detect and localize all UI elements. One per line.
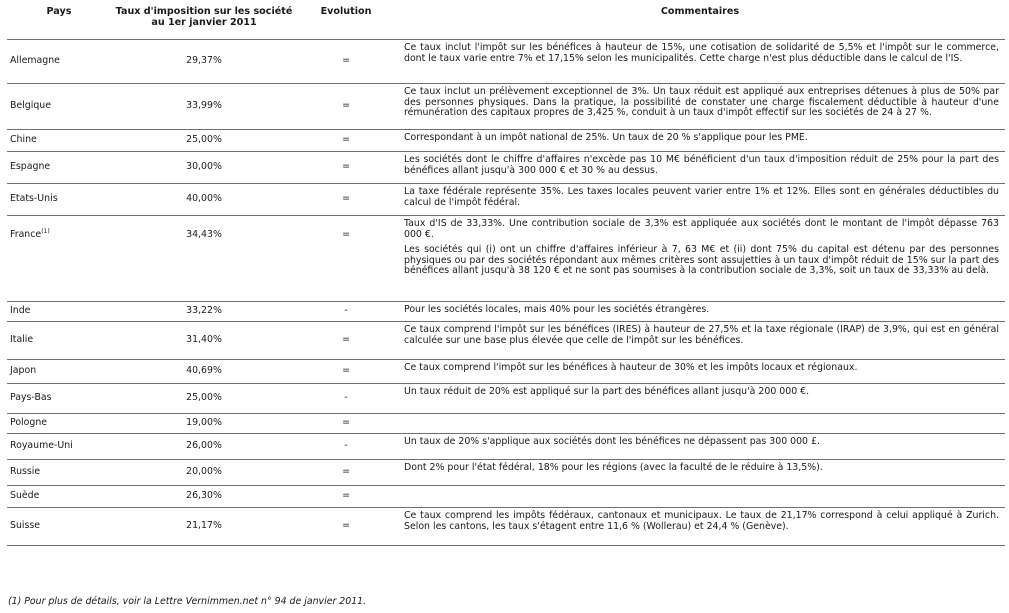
cell-pays: [7, 508, 111, 546]
cell-commentaires: [395, 460, 1005, 486]
table-row: [7, 508, 1005, 546]
country-name: Royaume-Uni: [10, 440, 73, 452]
table-header-row: [7, 4, 1005, 40]
country-name: Pologne: [10, 417, 48, 429]
country-name: Inde: [10, 305, 31, 317]
country-name: Russie: [10, 466, 41, 478]
cell-taux: 26,30%: [111, 486, 297, 508]
table-row: [7, 130, 1005, 152]
cell-evolution: =: [297, 414, 395, 434]
comment-paragraph: Ce taux comprend l'impôt sur les bénéfices (IRES) à hauteur de 27,5% et la taxe régionale (IRAP) de 3,9%, qui est en général calculée sur une base plus élevée que celle de l'impôt sur les bénéfices.: [404, 324, 999, 346]
table-row: [7, 360, 1005, 384]
cell-commentaires: [395, 384, 1005, 414]
comment-paragraph: Taux d'IS de 33,33%. Une contribution sociale de 3,3% est appliquée aux sociétés dont le montant de l'impôt dépasse 763 000 €.: [404, 218, 999, 240]
cell-pays: [7, 130, 111, 152]
table-body: [7, 40, 1005, 546]
comment-paragraph: Un taux de 20% s'applique aux sociétés dont les bénéfices ne dépassent pas 300 000 £.: [404, 436, 820, 447]
country-name: Pays-Bas: [10, 392, 52, 404]
table-row: [7, 414, 1005, 434]
comment-paragraph: Ce taux inclut un prélèvement exceptionnel de 3%. Un taux réduit est appliqué aux entreprises détenues à plus de 50% par des personnes physiques. Dans la pratique, la possibilité de constater une charge fiscalement déductible à hauteur d'une rémunération des capitaux propres de 3,425 %, conduit à un taux d'impôt effectif sur les sociétés de 24 à 27 %.: [404, 86, 999, 119]
cell-evolution: =: [297, 508, 395, 546]
country-name: Italie: [10, 334, 34, 346]
country-name: Chine: [10, 134, 37, 146]
country-name: Suisse: [10, 520, 41, 532]
comment-paragraph: Pour les sociétés locales, mais 40% pour les sociétés étrangères.: [404, 304, 710, 315]
cell-commentaires: [395, 414, 1005, 434]
cell-taux: 29,37%: [111, 40, 297, 84]
cell-evolution: =: [297, 130, 395, 152]
country-name: Etats-Unis: [10, 193, 58, 205]
cell-commentaires: [395, 184, 1005, 216]
country-name: Suède: [10, 490, 40, 502]
cell-taux: 40,69%: [111, 360, 297, 384]
cell-taux: 19,00%: [111, 414, 297, 434]
table-row: [7, 152, 1005, 184]
table-row: [7, 40, 1005, 84]
footnote-marker: (1): [41, 227, 50, 235]
header-evolution: Evolution: [297, 4, 395, 40]
table-row: [7, 460, 1005, 486]
cell-evolution: =: [297, 40, 395, 84]
table-row: [7, 302, 1005, 322]
cell-taux: 25,00%: [111, 384, 297, 414]
footnote: (1) Pour plus de détails, voir la Lettre Vernimmen.net n° 94 de janvier 2011.: [8, 596, 367, 607]
table-row: [7, 84, 1005, 130]
cell-taux: 30,00%: [111, 152, 297, 184]
cell-commentaires: [395, 508, 1005, 546]
cell-taux: 26,00%: [111, 434, 297, 460]
comment-paragraph: Un taux réduit de 20% est appliqué sur la part des bénéfices allant jusqu'à 200 000 €.: [404, 386, 810, 397]
comment-paragraph: Dont 2% pour l'état fédéral, 18% pour les régions (avec la faculté de le réduire à 13,5%).: [404, 462, 823, 473]
cell-pays: [7, 414, 111, 434]
cell-taux: 40,00%: [111, 184, 297, 216]
cell-commentaires: [395, 84, 1005, 130]
cell-taux: 34,43%: [111, 216, 297, 302]
table-row: [7, 434, 1005, 460]
cell-pays: [7, 40, 111, 84]
cell-evolution: -: [297, 434, 395, 460]
header-commentaires: Commentaires: [395, 4, 1005, 40]
cell-evolution: -: [297, 384, 395, 414]
cell-taux: 25,00%: [111, 130, 297, 152]
cell-pays: [7, 322, 111, 360]
table-row: [7, 216, 1005, 302]
cell-pays: [7, 384, 111, 414]
cell-pays: [7, 84, 111, 130]
comment-paragraph: Les sociétés qui (i) ont un chiffre d'affaires inférieur à 7, 63 M€ et (ii) dont 75% du capital est détenu par des personnes physiques ou par des sociétés répondant aux mêmes critères sont assujetties à un taux d'impôt réduit de 15% sur la part des bénéfices allant jusqu'à 38 120 € et ne sont pas soumises à la contribution sociale de 3,3%, soit un taux de 33,33% au delà.: [404, 244, 999, 277]
table-row: [7, 384, 1005, 414]
cell-taux: 33,99%: [111, 84, 297, 130]
cell-evolution: =: [297, 184, 395, 216]
table-row: [7, 486, 1005, 508]
comment-paragraph: La taxe fédérale représente 35%. Les taxes locales peuvent varier entre 1% et 12%. Elles sont en générales déductibles du calcul de l'impôt fédéral.: [404, 186, 999, 208]
comment-paragraph: Correspondant à un impôt national de 25%. Un taux de 20 % s'applique pour les PME.: [404, 132, 808, 143]
cell-commentaires: [395, 302, 1005, 322]
cell-evolution: -: [297, 302, 395, 322]
comment-paragraph: Ce taux comprend les impôts fédéraux, cantonaux et municipaux. Le taux de 21,17% correspond à celui appliqué à Zurich. Selon les cantons, les taux s'étagent entre 11,6 % (Wollerau) et 24,4 % (Genève).: [404, 510, 999, 532]
cell-taux: 31,40%: [111, 322, 297, 360]
cell-pays: [7, 434, 111, 460]
cell-pays: [7, 460, 111, 486]
cell-commentaires: [395, 434, 1005, 460]
table-row: [7, 184, 1005, 216]
cell-commentaires: [395, 130, 1005, 152]
country-name: Espagne: [10, 161, 51, 173]
tax-rates-table: [7, 4, 1005, 546]
cell-pays: [7, 184, 111, 216]
comment-paragraph: Ce taux inclut l'impôt sur les bénéfices à hauteur de 15%, une cotisation de solidarité de 5,5% et l'impôt sur le commerce, dont le taux varie entre 7% et 17,15% selon les municipalités. Cette charge n'est plus déductible dans le calcul de l'IS.: [404, 42, 999, 64]
cell-pays: [7, 302, 111, 322]
header-pays: Pays: [7, 4, 111, 40]
cell-pays: [7, 152, 111, 184]
cell-commentaires: [395, 152, 1005, 184]
header-taux: Taux d'imposition sur les société au 1er janvier 2011: [111, 4, 297, 40]
cell-pays: [7, 216, 111, 302]
table-row: [7, 322, 1005, 360]
comment-paragraph: Les sociétés dont le chiffre d'affaires n'excède pas 10 M€ bénéficient d'un taux d'imposition réduit de 25% pour la part des bénéfices allant jusqu'à 300 000 € et 30 % au dessus.: [404, 154, 999, 176]
cell-evolution: =: [297, 460, 395, 486]
cell-pays: [7, 360, 111, 384]
cell-taux: 20,00%: [111, 460, 297, 486]
cell-commentaires: [395, 360, 1005, 384]
cell-taux: 33,22%: [111, 302, 297, 322]
cell-evolution: =: [297, 84, 395, 130]
cell-evolution: =: [297, 216, 395, 302]
comment-paragraph: Ce taux comprend l'impôt sur les bénéfices à hauteur de 30% et les impôts locaux et régionaux.: [404, 362, 858, 373]
cell-commentaires: [395, 216, 1005, 302]
country-name: Belgique: [10, 100, 52, 112]
cell-taux: 21,17%: [111, 508, 297, 546]
country-name: Japon: [10, 365, 37, 377]
cell-commentaires: [395, 486, 1005, 508]
cell-evolution: =: [297, 322, 395, 360]
cell-commentaires: [395, 40, 1005, 84]
country-name: Allemagne: [10, 55, 60, 67]
cell-pays: [7, 486, 111, 508]
cell-evolution: =: [297, 152, 395, 184]
cell-evolution: =: [297, 486, 395, 508]
cell-commentaires: [395, 322, 1005, 360]
country-name: France: [10, 229, 42, 240]
cell-evolution: =: [297, 360, 395, 384]
